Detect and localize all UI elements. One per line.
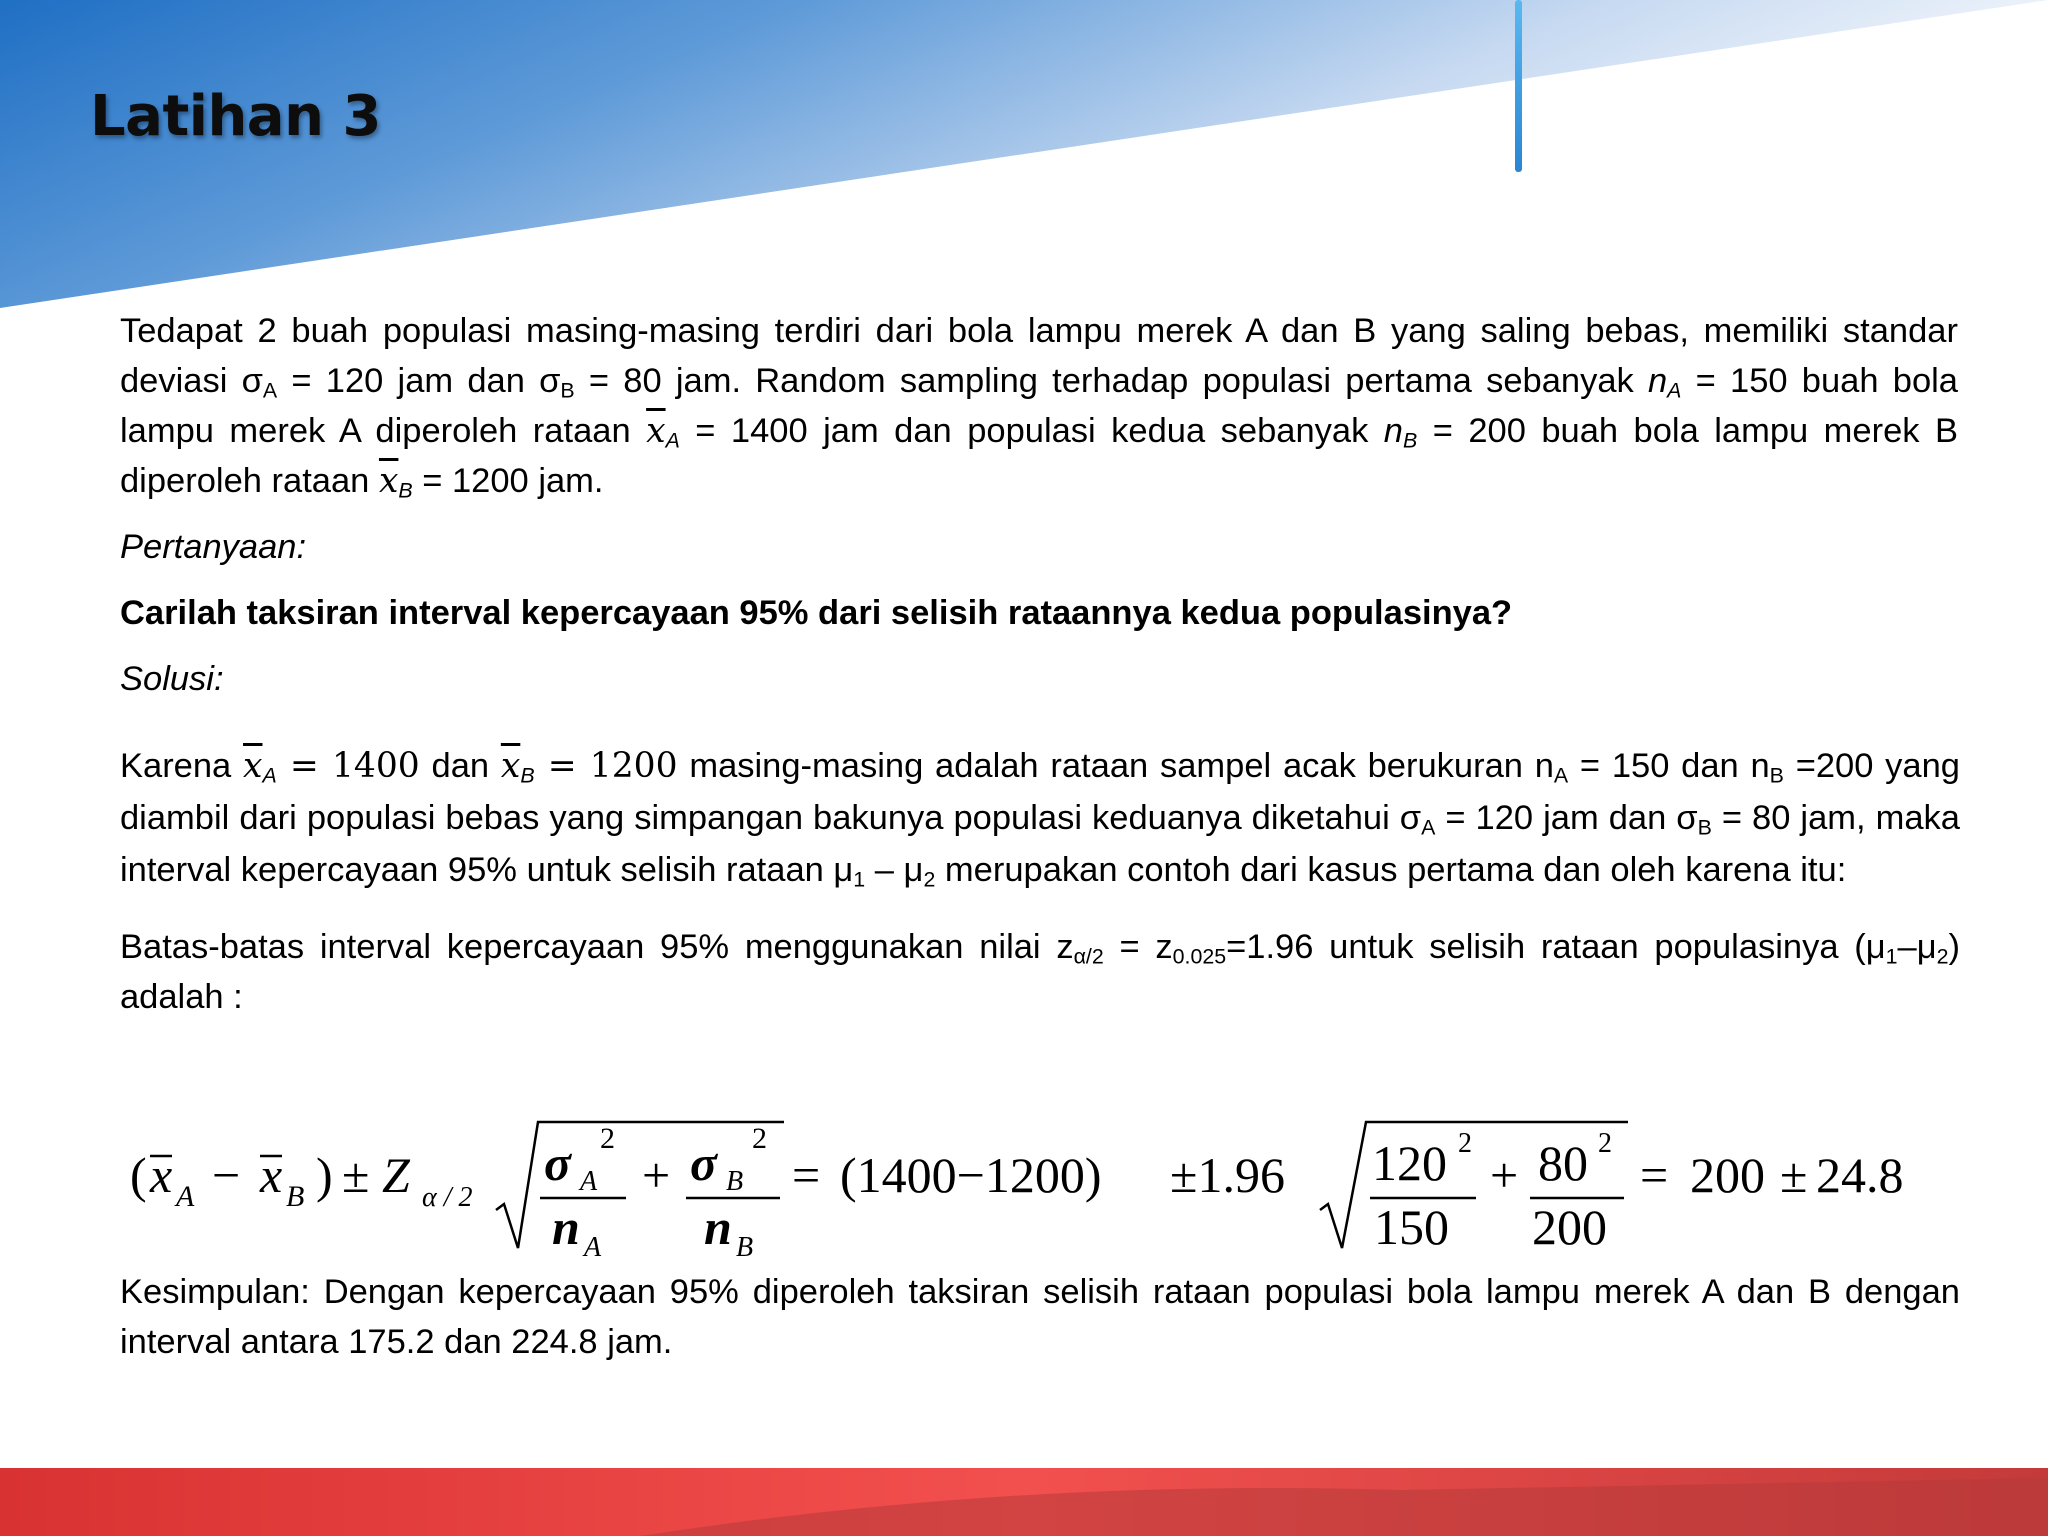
svg-text:A: A [176, 1180, 195, 1213]
svg-text:n: n [552, 1199, 580, 1255]
problem-statement: Tedapat 2 buah populasi masing-masing terdiri dari bola lampu merek A dan B yang saling bebas, memiliki standar deviasi $\sigma_A = 120$ jam dan $\sigma_B = 80$ jam. Random sampling terhadap populasi pertama sebanyak $n_A = 150$ buah bola lampu merek A diperoleh rataan $\overline{x}_A = 1400$ jam dan populasi kedua sebanyak $n_B = 200$ buah bola lampu merek B diperoleh rataan $\overline{x}_B = 1200$ jam. [120, 312, 1958, 503]
svg-text:+: + [642, 1147, 671, 1203]
svg-text:B: B [726, 1166, 744, 1197]
solution-label: Solusi: [120, 660, 224, 698]
svg-text:2: 2 [752, 1122, 767, 1155]
svg-text:−: − [212, 1147, 241, 1203]
svg-text:B: B [286, 1180, 305, 1213]
svg-text:±1.96: ±1.96 [1170, 1147, 1285, 1203]
question-label: Pertanyaan: [120, 528, 307, 566]
svg-text:x: x [150, 1147, 173, 1203]
svg-text:A: A [580, 1166, 598, 1197]
svg-text:2: 2 [1458, 1128, 1472, 1159]
svg-text:A: A [584, 1232, 602, 1263]
header-accent-line [1515, 0, 1522, 172]
svg-text:2: 2 [1598, 1128, 1612, 1159]
svg-text:n: n [704, 1199, 732, 1255]
svg-text:2: 2 [600, 1122, 615, 1155]
svg-text:150: 150 [1374, 1199, 1449, 1255]
svg-text:(1400−1200): (1400−1200) [840, 1147, 1102, 1203]
interval-bounds-text: Batas-batas interval kepercayaan 95% menggunakan nilai $z_{\alpha/2} = z_{0.025}=1.96$ untuk selisih rataan populasinya $(\mu_1-\mu_2)$ adalah : [120, 928, 1960, 1016]
solution-reasoning: Karena $\overline{x}_A = 1400$ dan $\overline{x}_B = 1200$ masing-masing adalah rataan sampel acak berukuran $n_A = 150$ dan $n_B =200$ yang diambil dari populasi bebas yang simpangan bakunya populasi keduanya diketahui $\sigma_A = 120$ jam dan $\sigma_B = 80$ jam, maka interval kepercayaan 95% untuk selisih rataan $\mu_1 - \mu_2$ merupakan contoh dari kasus pertama dan oleh karena itu: [120, 746, 1960, 892]
svg-text:200: 200 [1690, 1147, 1765, 1203]
svg-text:(: ( [130, 1147, 147, 1203]
svg-text:): ) [316, 1147, 333, 1203]
header-swoosh [0, 0, 2048, 308]
svg-text:B: B [736, 1232, 754, 1263]
svg-text:σ: σ [544, 1135, 571, 1191]
svg-text:±: ± [342, 1147, 370, 1203]
svg-text:80: 80 [1538, 1135, 1588, 1191]
svg-text:α / 2: α / 2 [422, 1182, 473, 1213]
svg-text:σ: σ [690, 1135, 717, 1191]
svg-text:120: 120 [1372, 1135, 1447, 1191]
svg-text:Z: Z [382, 1147, 410, 1203]
slide-title: Latihan 3 [90, 84, 381, 149]
conclusion-text: Kesimpulan: Dengan kepercayaan 95% diperoleh taksiran selisih rataan populasi bola lampu merek A dan B dengan interval antara 175.2 dan 224.8 jam. [120, 1273, 1960, 1361]
svg-text:=: = [792, 1147, 821, 1203]
question-text: Carilah taksiran interval kepercayaan 95% dari selisih rataannya kedua populasinya? [120, 594, 1513, 632]
confidence-interval-formula [120, 1108, 1960, 1268]
svg-text:+: + [1490, 1147, 1519, 1203]
svg-text:24.8: 24.8 [1816, 1147, 1904, 1203]
slide-content [120, 306, 1958, 1022]
svg-text:x: x [260, 1147, 283, 1203]
svg-text:±: ± [1780, 1147, 1808, 1203]
svg-text:=: = [1640, 1147, 1669, 1203]
svg-text:200: 200 [1532, 1199, 1607, 1255]
